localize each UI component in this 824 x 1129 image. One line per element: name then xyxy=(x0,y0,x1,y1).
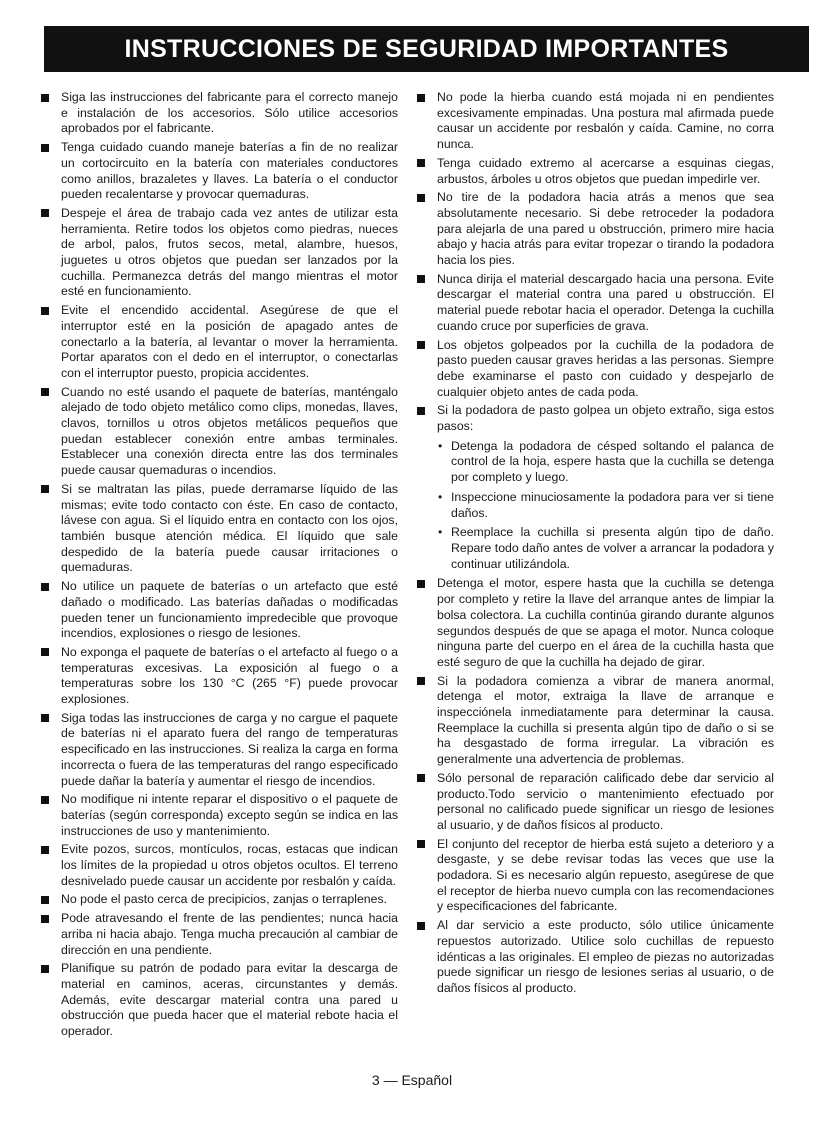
square-bullet-icon xyxy=(417,94,425,102)
sub-step-item xyxy=(437,439,774,486)
right-column xyxy=(414,90,774,1000)
safety-item-text: Siga todas las instrucciones de carga y no cargue el paquete de baterías ni el aparato fuera del rango de temperaturas especificado en las instrucciones. Si realiza la carga en forma incorrecta o fuera de las temperaturas del rango especificado puede dañar la batería y aumentar el riesgo de incendios. xyxy=(61,710,398,788)
safety-item xyxy=(38,482,398,576)
safety-item xyxy=(414,918,774,997)
safety-item xyxy=(38,792,398,839)
safety-item xyxy=(38,90,398,137)
safety-item-text: Detenga el motor, espere hasta que la cuchilla se detenga por completo y retire la llave del arranque antes de limpiar la bolsa colectora. La cuchilla continúa girando durante algunos segundos después de que se apaga el motor. Nunca coloque ninguna parte del cuerpo en el área de la cuchilla hasta que esté seguro de que la cuchilla ha dejado de girar. xyxy=(437,576,774,669)
safety-item-text: Evite pozos, surcos, montículos, rocas, estacas que indican los límites de la propiedad u otros objetos ocultos. El terreno desnivelado puede causar un accidente por resbalón y caída. xyxy=(61,842,398,888)
safety-item-text: Despeje el área de trabajo cada vez antes de utilizar esta herramienta. Retire todos los objetos como piedras, nueces de arbol, palos, frutos secos, metal, alambre, huesos, juguetes u otros objetos que puedan ser lanzados por la cuchilla. Permanezca detrás del mango mientras el motor esté en funcionamiento. xyxy=(61,205,398,299)
square-bullet-icon xyxy=(41,307,49,315)
safety-item-text: No tire de la podadora hacia atrás a menos que sea absolutamente necesario. Si debe retroceder la podadora para alejarla de una pared u obstrucción, primero mire hacia abajo y hacia atrás para evitar tropezar o tirando la podadora hacia los pies. xyxy=(437,190,774,268)
square-bullet-icon xyxy=(41,796,49,804)
square-bullet-icon xyxy=(41,583,49,591)
sub-step-item xyxy=(437,490,774,521)
safety-item-text: No exponga el paquete de baterías o el artefacto al fuego o a temperaturas excesivas. La exposición al fuego o a temperaturas sobre los 130 °C (265 °F) puede provocar explosiones. xyxy=(61,644,398,707)
safety-item xyxy=(414,156,774,187)
safety-item-text: Los objetos golpeados por la cuchilla de la podadora de pasto pueden causar graves heridas a las personas. Siempre debe examinarse el pasto con cuidado y despejarlo de cualquier objeto antes de cada poda. xyxy=(437,337,774,399)
safety-item-text: Tenga cuidado extremo al acercarse a esquinas ciegas, arbustos, árboles u otros objetos que puedan impedirle ver. xyxy=(437,155,774,186)
safety-item-text: Siga las instrucciones del fabricante para el correcto manejo e instalación de los accesorios. Sólo utilice accesorios aprobados por el fabricante. xyxy=(61,90,398,136)
round-bullet-icon: • xyxy=(438,489,443,504)
square-bullet-icon xyxy=(417,774,425,782)
sub-step-item xyxy=(437,525,774,572)
safety-item xyxy=(414,674,774,768)
safety-item-text: Si la podadora comienza a vibrar de manera anormal, detenga el motor, extraiga la llave de arranque e inspecciónela inmediatamente para determinar la causa. Reemplace la cuchilla si presenta algún tipo de daño o si se ha desgastado de forma irregular. La vibración es generalmente una advertencia de problemas. xyxy=(437,673,774,767)
safety-item-text: No pode la hierba cuando está mojada ni en pendientes excesivamente empinadas. Una postura mal afirmada puede causar un accidente por resbalón y caída. Camine, no corra nunca. xyxy=(437,90,774,152)
square-bullet-icon xyxy=(41,846,49,854)
safety-item xyxy=(38,892,398,908)
safety-item xyxy=(38,645,398,708)
square-bullet-icon xyxy=(417,677,425,685)
square-bullet-icon xyxy=(41,915,49,923)
safety-item-text: Al dar servicio a este producto, sólo utilice únicamente repuestos autorizado. Utilice solo cuchillas de repuesto idénticas a las originales. El empleo de piezas no autorizadas puede significar un riesgo de lesiones serias al usuario, o de daños físicos al producto. xyxy=(437,918,774,995)
safety-item xyxy=(414,837,774,916)
page-footer xyxy=(0,1072,824,1088)
page-number: 3 — Español xyxy=(371,1072,453,1088)
square-bullet-icon xyxy=(41,144,49,152)
square-bullet-icon xyxy=(417,194,425,202)
safety-item-text: No utilice un paquete de baterías o un artefacto que esté dañado o modificado. Las baterías dañadas o modificadas pueden tener un funcionamiento impredecible que provoque incendios, explosiones o riesgo de lesiones. xyxy=(61,579,398,641)
safety-item-text: El conjunto del receptor de hierba está sujeto a deterioro y a desgaste, y se debe revisar todas las veces que use la podadora. Si es necesario algún repuesto, asegúrese de que el receptor de hierba nuevo cumpla con las recomendaciones y especificaciones del fabricante. xyxy=(437,836,774,914)
square-bullet-icon xyxy=(417,922,425,930)
square-bullet-icon xyxy=(417,341,425,349)
safety-item xyxy=(414,771,774,834)
safety-item-text: Tenga cuidado cuando maneje baterías a fin de no realizar un cortocircuito en la batería con materiales conductores como anillos, brazaletes y llaves. La batería o el conductor pueden recalentarse y provocar quemaduras. xyxy=(61,140,398,202)
square-bullet-icon xyxy=(41,648,49,656)
safety-item xyxy=(38,711,398,790)
square-bullet-icon xyxy=(417,407,425,415)
safety-item xyxy=(414,190,774,269)
page-title-banner xyxy=(44,26,809,72)
round-bullet-icon: • xyxy=(438,438,443,453)
safety-item-text: Evite el encendido accidental. Asegúrese de que el interruptor esté en la posición de apagado antes de conectarlo a la batería, al levantar o mover la herramienta. Portar aparatos con el dedo en el interruptor, o conectarlas con el interruptor puesto, propicia accidentes. xyxy=(61,303,398,380)
square-bullet-icon xyxy=(417,159,425,167)
safety-item xyxy=(38,961,398,1040)
square-bullet-icon xyxy=(41,388,49,396)
safety-item xyxy=(38,206,398,300)
square-bullet-icon xyxy=(41,896,49,904)
safety-item xyxy=(38,579,398,642)
round-bullet-icon: • xyxy=(438,525,443,540)
left-column xyxy=(38,90,398,1043)
square-bullet-icon xyxy=(41,485,49,493)
safety-item-text: Si se maltratan las pilas, puede derramarse líquido de las mismas; evite todo contacto con éste. En caso de contacto, lávese con agua. Si el líquido entra en contacto con los ojos, también busque atención médica. El líquido que sale despedido de la batería puede causar irritaciones o quemaduras. xyxy=(61,481,398,575)
sub-step-list xyxy=(437,439,774,573)
safety-item-text: Nunca dirija el material descargado hacia una persona. Evite descargar el material contra una pared u obstrucción. El material puede rebotar hacia el operador. Detenga la cuchilla cuando cruce por superficies de grava. xyxy=(437,271,774,333)
safety-item-text: Pode atravesando el frente de las pendientes; nunca hacia arriba ni hacia abajo. Tenga mucha precaución al cambiar de dirección en una pendiente. xyxy=(61,911,398,957)
sub-step-text: Inspeccione minuciosamente la podadora para ver si tiene daños. xyxy=(451,489,774,520)
square-bullet-icon xyxy=(41,209,49,217)
safety-item xyxy=(414,90,774,153)
safety-item xyxy=(414,338,774,401)
square-bullet-icon xyxy=(417,580,425,588)
square-bullet-icon xyxy=(41,965,49,973)
left-safety-list xyxy=(38,90,398,1040)
square-bullet-icon xyxy=(417,840,425,848)
safety-item-text: No pode el pasto cerca de precipicios, zanjas o terraplenes. xyxy=(61,892,388,907)
safety-item-text: No modifique ni intente reparar el dispositivo o el paquete de baterías (según corresponda) excepto según se indica en las instrucciones de uso y mantenimiento. xyxy=(61,792,398,838)
safety-item-text: Planifique su patrón de podado para evitar la descarga de material en caminos, aceras, circunstantes y demás. Además, evite descargar material contra una pared u obstrucción que pueda hacer que el material rebote hacia el operador. xyxy=(61,961,398,1039)
right-safety-list xyxy=(414,90,774,997)
safety-item xyxy=(414,403,774,572)
safety-item-text: Si la podadora de pasto golpea un objeto extraño, siga estos pasos: xyxy=(437,403,774,434)
safety-item xyxy=(38,911,398,958)
safety-item xyxy=(38,140,398,203)
sub-step-text: Reemplace la cuchilla si presenta algún tipo de daño. Repare todo daño antes de volver a arrancar la podadora y continuar utilizándola. xyxy=(451,525,774,571)
square-bullet-icon xyxy=(41,714,49,722)
safety-item xyxy=(38,385,398,479)
square-bullet-icon xyxy=(417,275,425,283)
sub-step-text: Detenga la podadora de césped soltando el palanca de control de la hoja, espere hasta que la cuchilla se detenga por completo y luego. xyxy=(451,438,774,485)
page-title: INSTRUCCIONES DE SEGURIDAD IMPORTANTES xyxy=(124,34,729,63)
safety-item-text: Cuando no esté usando el paquete de baterías, manténgalo alejado de todo objeto metálico como clips, monedas, llaves, clavos, tornillos u otros objetos metálicos pequeños que puedan establecer conexión entre ambas terminales. Establecer una conexión directa entre las dos terminales puede causar quemaduras o incendios. xyxy=(61,384,398,478)
safety-item xyxy=(38,303,398,382)
safety-item xyxy=(38,842,398,889)
square-bullet-icon xyxy=(41,94,49,102)
safety-item-text: Sólo personal de reparación calificado debe dar servicio al producto.Todo servicio o mantenimiento efectuado por personal no calificado puede significar un riesgo de lesiones al usuario, y de daños físicos al producto. xyxy=(437,770,774,832)
safety-item xyxy=(414,272,774,335)
safety-item xyxy=(414,576,774,670)
